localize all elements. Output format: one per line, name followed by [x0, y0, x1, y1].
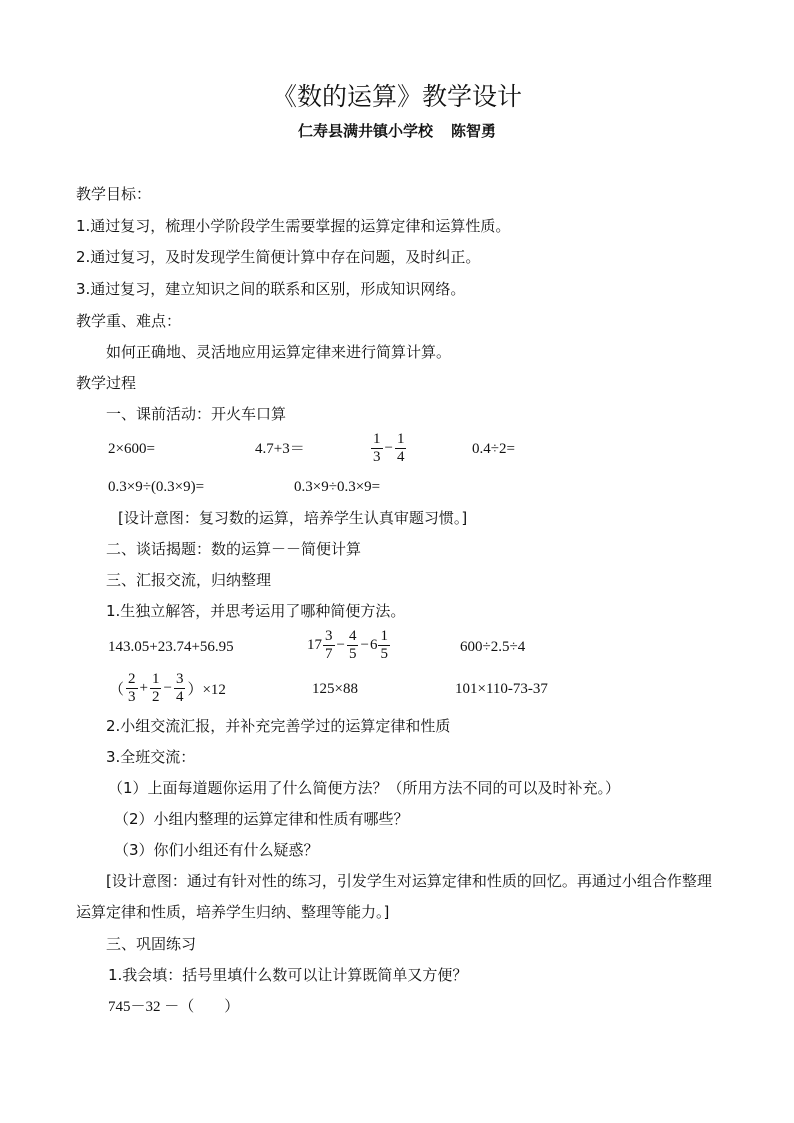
- warmup-expr-5: 0.3×9÷(0.3×9)=: [108, 479, 205, 495]
- fraction: $\frac{3}{7}$: [325, 628, 333, 662]
- warmup-expr-4: 0.4÷2=: [472, 441, 515, 457]
- question-3: （3）你们小组还有什么疑惑？: [114, 841, 319, 859]
- author-name: 陈智勇: [451, 122, 497, 140]
- goal-item-1: 1.通过复习，梳理小学阶段学生需要掌握的运算定律和运算性质。: [76, 217, 511, 235]
- exercise-expr-6: 101×110-73-37: [455, 681, 548, 697]
- exercise-expr-2: 17 $\frac{3}{7}$ − $\frac{4}{5}$ −6 $\frac{1}{5}$: [307, 628, 388, 662]
- section3-step1: 1.生独立解答，并思考运用了哪种简便方法。: [106, 602, 406, 620]
- warmup-expr-1: 2×600=: [108, 441, 155, 457]
- exercise-expr-4: （ $\frac{2}{3}$ + $\frac{1}{2}$ − $\frac{3}{4}$ ）×12: [109, 671, 226, 705]
- fraction: $\frac{1}{2}$: [151, 671, 160, 705]
- section3-intent: [设计意图：通过有针对性的练习，引发学生对运算定律和性质的回忆。再通过小组合作整理运算定律和性质，培养学生归纳、整理等能力。]: [76, 872, 712, 921]
- section2-heading: 二、谈话揭题：数的运算－－简便计算: [106, 540, 362, 558]
- fraction: $\frac{1}{5}$: [380, 628, 388, 662]
- section3-heading: 三、汇报交流，归纳整理: [106, 571, 272, 589]
- section3-step3: 3.全班交流：: [106, 748, 196, 766]
- fraction: $\frac{1}{3}$: [373, 431, 381, 465]
- section4-step1: 1.我会填：括号里填什么数可以让计算既简单又方便？: [108, 966, 468, 984]
- exercise-expr-5: 125×88: [312, 681, 358, 697]
- question-1: （1）上面每道题你运用了什么简便方法？（所用方法不同的可以及时补充。）: [108, 779, 621, 797]
- fraction: $\frac{4}{5}$: [348, 628, 357, 662]
- key-points-text: 如何正确地、灵活地应用运算定律来进行简算计算。: [106, 343, 452, 361]
- author-line: [0, 121, 794, 141]
- section4-heading: 三、巩固练习: [106, 935, 197, 953]
- fraction: $\frac{1}{4}$: [396, 431, 405, 465]
- warmup-expr-6: 0.3×9÷0.3×9=: [294, 479, 381, 495]
- fraction: $\frac{3}{4}$: [175, 671, 184, 705]
- warmup-intent: [设计意图：复习数的运算，培养学生认真审题习惯。]: [118, 509, 468, 527]
- section3-step2: 2.小组交流汇报，并补充完善学过的运算定律和性质: [106, 717, 451, 735]
- warmup-fraction-expr: $\frac{1}{3}$ − $\frac{1}{4}$: [373, 431, 405, 465]
- page-title: 《数的运算》教学设计: [271, 82, 522, 111]
- fraction: $\frac{2}{3}$: [128, 671, 136, 705]
- exercise-expr-3: 600÷2.5÷4: [460, 639, 526, 655]
- goals-heading: 教学目标：: [76, 185, 152, 203]
- goal-item-2: 2.通过复习，及时发现学生简便计算中存在问题，及时纠正。: [76, 248, 481, 266]
- goal-item-3: 3.通过复习，建立知识之间的联系和区别，形成知识网络。: [76, 280, 466, 298]
- exercise-expr-1: 143.05+23.74+56.95: [108, 639, 234, 655]
- warmup-expr-2: 4.7+3＝: [255, 441, 305, 457]
- fill-blank-exercise: 745－32 －（ ）: [108, 999, 240, 1015]
- warmup-heading: 一、课前活动：开火车口算: [106, 405, 287, 423]
- question-2: （2）小组内整理的运算定律和性质有哪些？: [114, 810, 409, 828]
- school-name: 仁寿县满井镇小学校: [297, 122, 433, 140]
- key-points-heading: 教学重、难点：: [76, 312, 182, 330]
- process-heading: 教学过程: [76, 374, 137, 392]
